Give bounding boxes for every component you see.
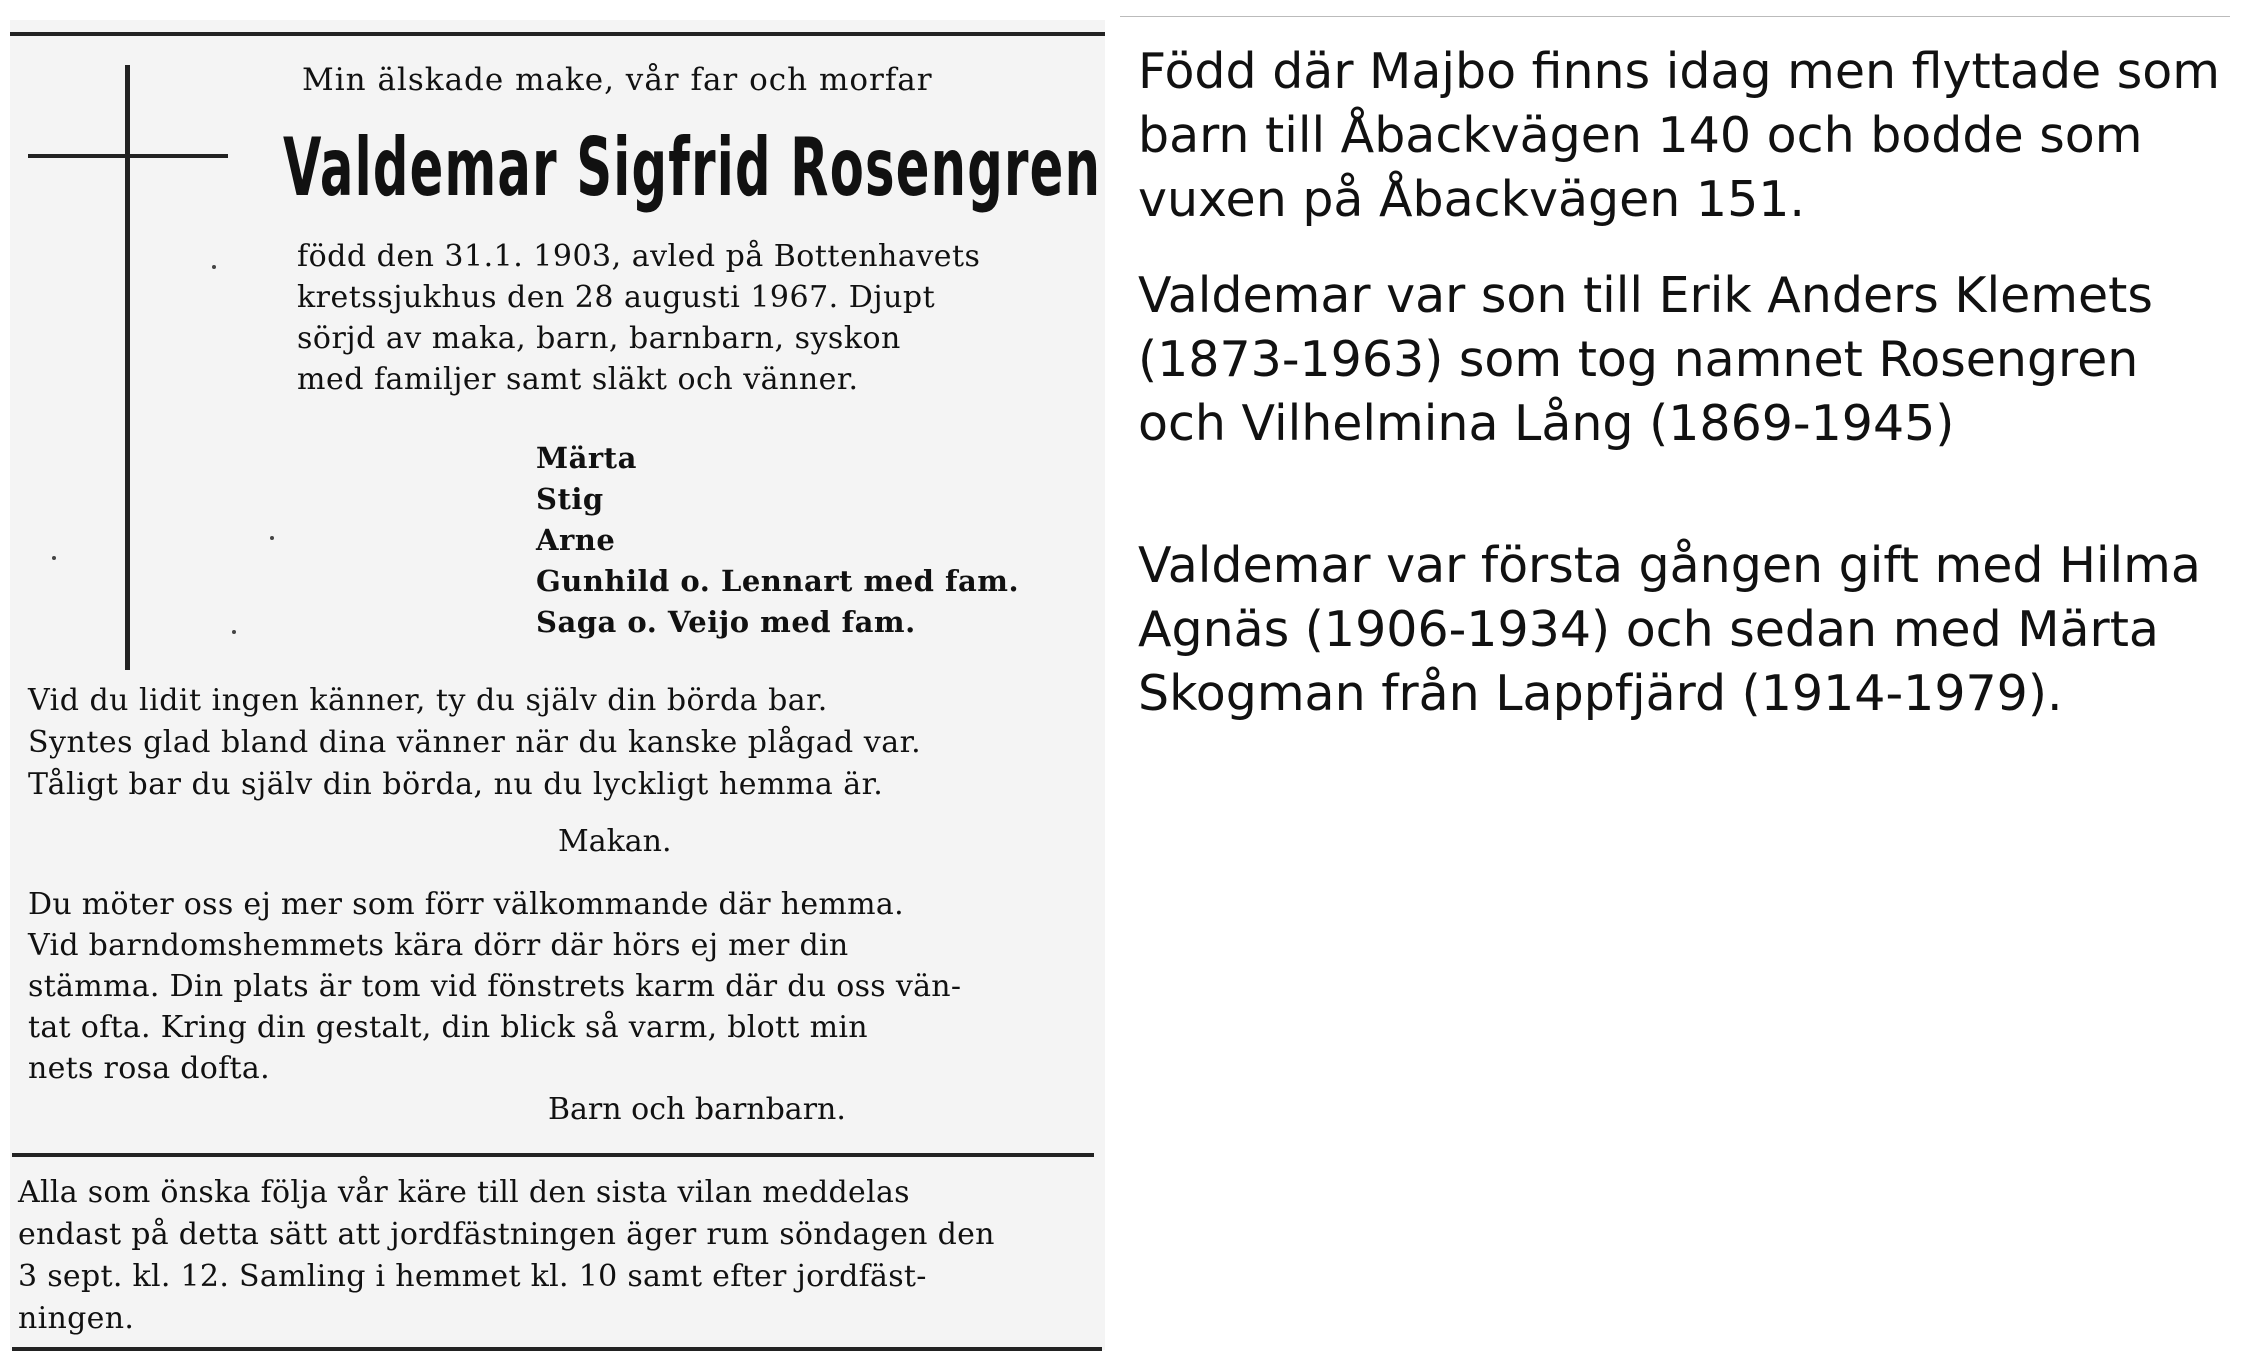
bio-line: kretssjukhus den 28 augusti 1967. Djupt bbox=[297, 280, 936, 315]
verse-signature-children: Barn och barnbarn. bbox=[548, 1092, 846, 1127]
top-rule bbox=[10, 32, 1105, 36]
survivor-name: Märta bbox=[536, 441, 637, 475]
deceased-name: Valdemar Sigfrid Rosengren bbox=[283, 121, 1102, 214]
survivors-list bbox=[536, 438, 1019, 643]
verse-line: Vid du lidit ingen känner, ty du själv din börda bar. bbox=[28, 683, 828, 718]
bio-paragraph bbox=[297, 236, 980, 400]
print-speck bbox=[212, 265, 216, 269]
verse-line: Syntes glad bland dina vänner när du kanske plågad var. bbox=[28, 725, 922, 760]
notice-line: 3 sept. kl. 12. Samling i hemmet kl. 10 samt efter jordfäst- bbox=[18, 1259, 927, 1294]
note-birthplace: Född där Majbo finns idag men flyttade som barn till Åbackvägen 140 och bodde som vuxen på Åbackvägen 151. bbox=[1138, 43, 2221, 228]
note-parents: Valdemar var son till Erik Anders Klemets (1873-1963) som tog namnet Rosengren och Vilhelmina Lång (1869-1945) bbox=[1138, 267, 2153, 452]
notice-line: ningen. bbox=[18, 1301, 135, 1336]
cross-horizontal-bar bbox=[28, 154, 228, 158]
verse-line: Du möter oss ej mer som förr välkommande där hemma. bbox=[28, 887, 904, 922]
intro-line: Min älskade make, vår far och morfar bbox=[302, 62, 933, 98]
verse-line: stämma. Din plats är tom vid fönstrets karm där du oss vän- bbox=[28, 969, 962, 1004]
survivor-name: Saga o. Veijo med fam. bbox=[536, 605, 916, 639]
verse-line: Tåligt bar du själv din börda, nu du lyckligt hemma är. bbox=[28, 767, 884, 802]
verse-signature-wife: Makan. bbox=[558, 824, 672, 859]
section-divider bbox=[12, 1153, 1094, 1157]
verse-from-children bbox=[28, 884, 961, 1089]
print-speck bbox=[52, 556, 56, 560]
notice-line: endast på detta sätt att jordfästningen äger rum söndagen den bbox=[18, 1217, 995, 1252]
bottom-rule bbox=[12, 1347, 1102, 1351]
bio-line: sörjd av maka, barn, barnbarn, syskon bbox=[297, 321, 901, 356]
verse-from-wife bbox=[28, 680, 921, 806]
survivor-name: Stig bbox=[536, 482, 604, 516]
note-marriages: Valdemar var första gången gift med Hilma Agnäs (1906-1934) och sedan med Märta Skogman från Lappfjärd (1914-1979). bbox=[1138, 537, 2201, 722]
print-speck bbox=[270, 536, 274, 540]
verse-line: Vid barndomshemmets kära dörr där hörs ej mer din bbox=[28, 928, 849, 963]
bio-line: född den 31.1. 1903, avled på Bottenhavets bbox=[297, 239, 981, 274]
print-speck bbox=[232, 630, 236, 634]
top-hairline bbox=[1120, 16, 2230, 17]
notice-line: Alla som önska följa vår käre till den sista vilan meddelas bbox=[18, 1175, 910, 1210]
bio-line: med familjer samt släkt och vänner. bbox=[297, 362, 859, 397]
survivor-name: Arne bbox=[536, 523, 616, 557]
verse-line: nets rosa dofta. bbox=[28, 1051, 270, 1086]
funeral-notice bbox=[18, 1172, 995, 1340]
survivor-name: Gunhild o. Lennart med fam. bbox=[536, 564, 1020, 598]
verse-line: tat ofta. Kring din gestalt, din blick så varm, blott min bbox=[28, 1010, 868, 1045]
